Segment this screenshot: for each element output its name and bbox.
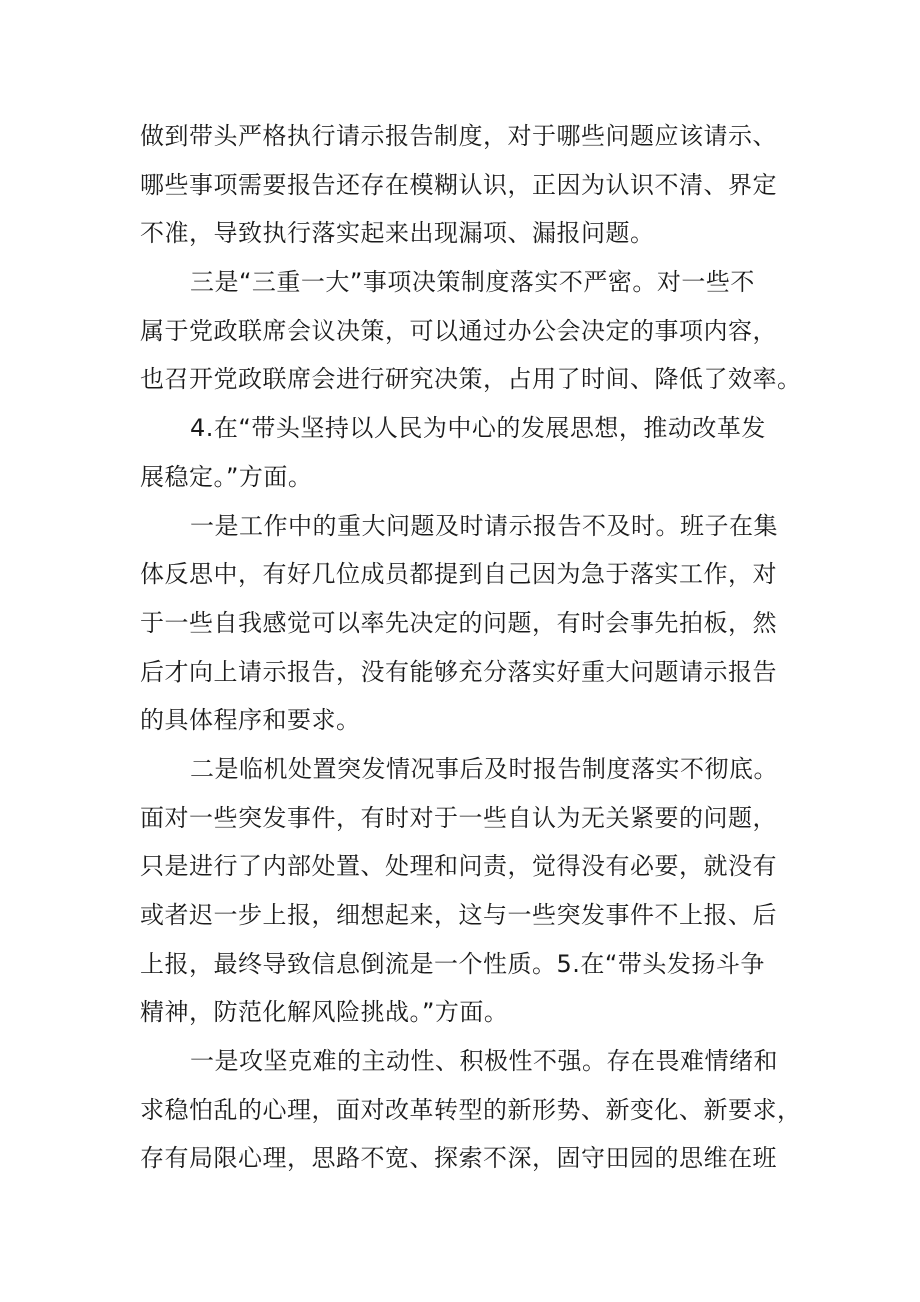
text-line: 做到带头严格执行请示报告制度，对于哪些问题应该请示、 [140, 122, 777, 150]
text-line: 一是攻坚克难的主动性、积极性不强。存在畏难情绪和 [190, 1047, 778, 1076]
text-line: 不准，导致执行落实起来出现漏项、漏报问题。 [140, 219, 655, 248]
text-line: 面对一些突发事件，有时对于一些自认为无关紧要的问题， [140, 803, 777, 832]
text-line: 展稳定。”方面。 [140, 462, 313, 491]
text-line: 属于党政联席会议决策，可以通过办公会决定的事项内容， [140, 316, 777, 345]
text-line: 二是临机处置突发情况事后及时报告制度落实不彻底。 [190, 754, 778, 783]
text-line: 的具体程序和要求。 [140, 706, 361, 735]
text-line: 上报，最终导致信息倒流是一个性质。5.在“带头发扬斗争 [140, 949, 765, 978]
text-line: 哪些事项需要报告还存在模糊认识，正因为认识不清、界定 [140, 170, 777, 199]
text-line: 于一些自我感觉可以率先决定的问题，有时会事先拍板，然 [140, 608, 777, 637]
text-line: 或者迟一步上报，细想起来，这与一些突发事件不上报、后 [140, 901, 777, 929]
text-line: 4.在“带头坚持以人民为中心的发展思想，推动改革发 [190, 414, 766, 443]
text-line: 一是工作中的重大问题及时请示报告不及时。班子在集 [190, 511, 778, 540]
text-line: 精神，防范化解风险挑战。”方面。 [140, 998, 509, 1027]
document-body [140, 112, 800, 1183]
text-line: 也召开党政联席会进行研究决策，占用了时间、降低了效率。 [140, 365, 802, 394]
text-line: 求稳怕乱的心理，面对改革转型的新形势、新变化、新要求， [140, 1095, 802, 1124]
text-line: 后才向上请示报告，没有能够充分落实好重大问题请示报告 [140, 657, 777, 686]
text-line: 三是“三重一大”事项决策制度落实不严密。对一些不 [190, 268, 755, 297]
text-line: 存有局限心理，思路不宽、探索不深，固守田园的思维在班 [140, 1144, 777, 1173]
text-line: 只是进行了内部处置、处理和问责，觉得没有必要，就没有 [140, 852, 777, 881]
text-line: 体反思中，有好几位成员都提到自己因为急于落实工作，对 [140, 560, 777, 589]
